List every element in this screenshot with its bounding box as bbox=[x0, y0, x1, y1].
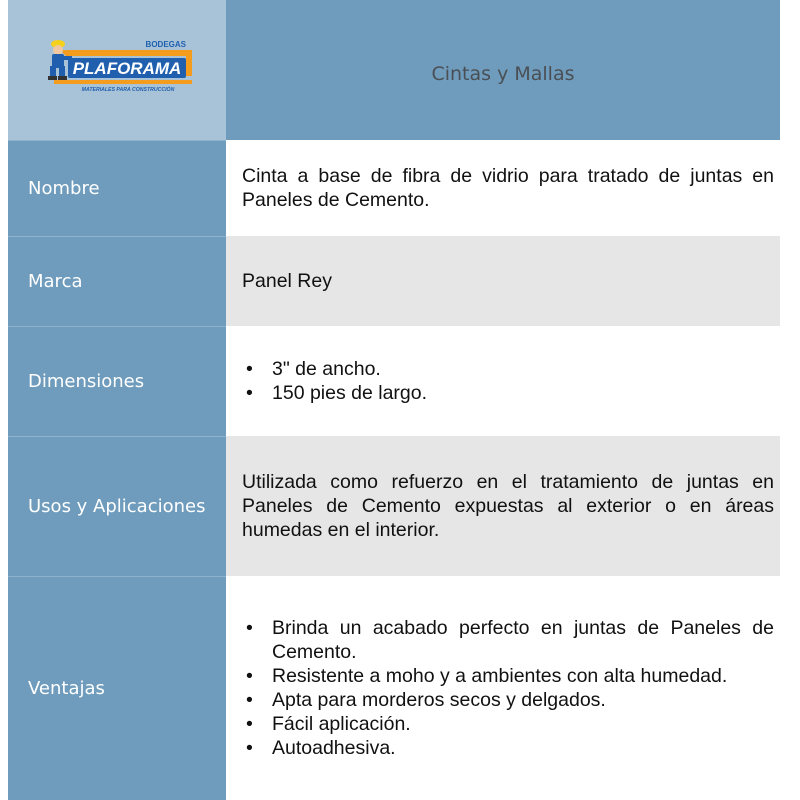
list-item: • Brinda un acabado perfecto en juntas de Paneles de Cemento. bbox=[242, 616, 774, 664]
value-dimensiones bbox=[226, 326, 780, 436]
product-sheet bbox=[8, 0, 780, 800]
label-dimensiones bbox=[8, 326, 226, 436]
list-item: • 150 pies de largo. bbox=[242, 381, 774, 405]
logo-brand-text: PLAFORAMA bbox=[72, 59, 182, 78]
value-nombre bbox=[226, 140, 780, 236]
page-title: Cintas y Mallas bbox=[431, 63, 575, 85]
list-item: • Fácil aplicación. bbox=[242, 712, 774, 736]
label-ventajas bbox=[8, 576, 226, 800]
label-usos bbox=[8, 436, 226, 576]
value-ventajas bbox=[226, 576, 780, 800]
ventajas-list bbox=[242, 616, 774, 760]
list-item: • Apta para morderos secos y delgados. bbox=[242, 688, 774, 712]
label-dimensiones-text: Dimensiones bbox=[28, 371, 145, 392]
label-nombre-text: Nombre bbox=[28, 178, 100, 199]
logo-top-text: BODEGAS bbox=[145, 40, 186, 49]
label-ventajas-text: Ventajas bbox=[28, 678, 105, 699]
value-usos-text: Utilizada como refuerzo en el tratamiento de juntas en Paneles de Cemento expuestas al exterior o en áreas humedas en el interior. bbox=[242, 471, 774, 541]
header-cell bbox=[226, 0, 780, 140]
label-usos-text: Usos y Aplicaciones bbox=[28, 496, 206, 517]
value-nombre-text: Cinta a base de fibra de vidrio para tratado de juntas en Paneles de Cemento. bbox=[242, 165, 774, 211]
value-marca bbox=[226, 236, 780, 326]
list-item: • 3" de ancho. bbox=[242, 357, 774, 381]
dimensiones-list bbox=[242, 357, 774, 405]
label-marca-text: Marca bbox=[28, 271, 83, 292]
value-marca-text: Panel Rey bbox=[242, 270, 332, 292]
label-nombre bbox=[8, 140, 226, 236]
label-marca bbox=[8, 236, 226, 326]
list-item: • Resistente a moho y a ambientes con alta humedad. bbox=[242, 664, 774, 688]
logo-tagline: MATERIALES PARA CONSTRUCCIÓN bbox=[81, 87, 175, 93]
logo-cell bbox=[8, 0, 226, 140]
list-item: • Autoadhesiva. bbox=[242, 736, 774, 760]
plaforama-logo bbox=[46, 36, 198, 94]
value-usos bbox=[226, 436, 780, 576]
